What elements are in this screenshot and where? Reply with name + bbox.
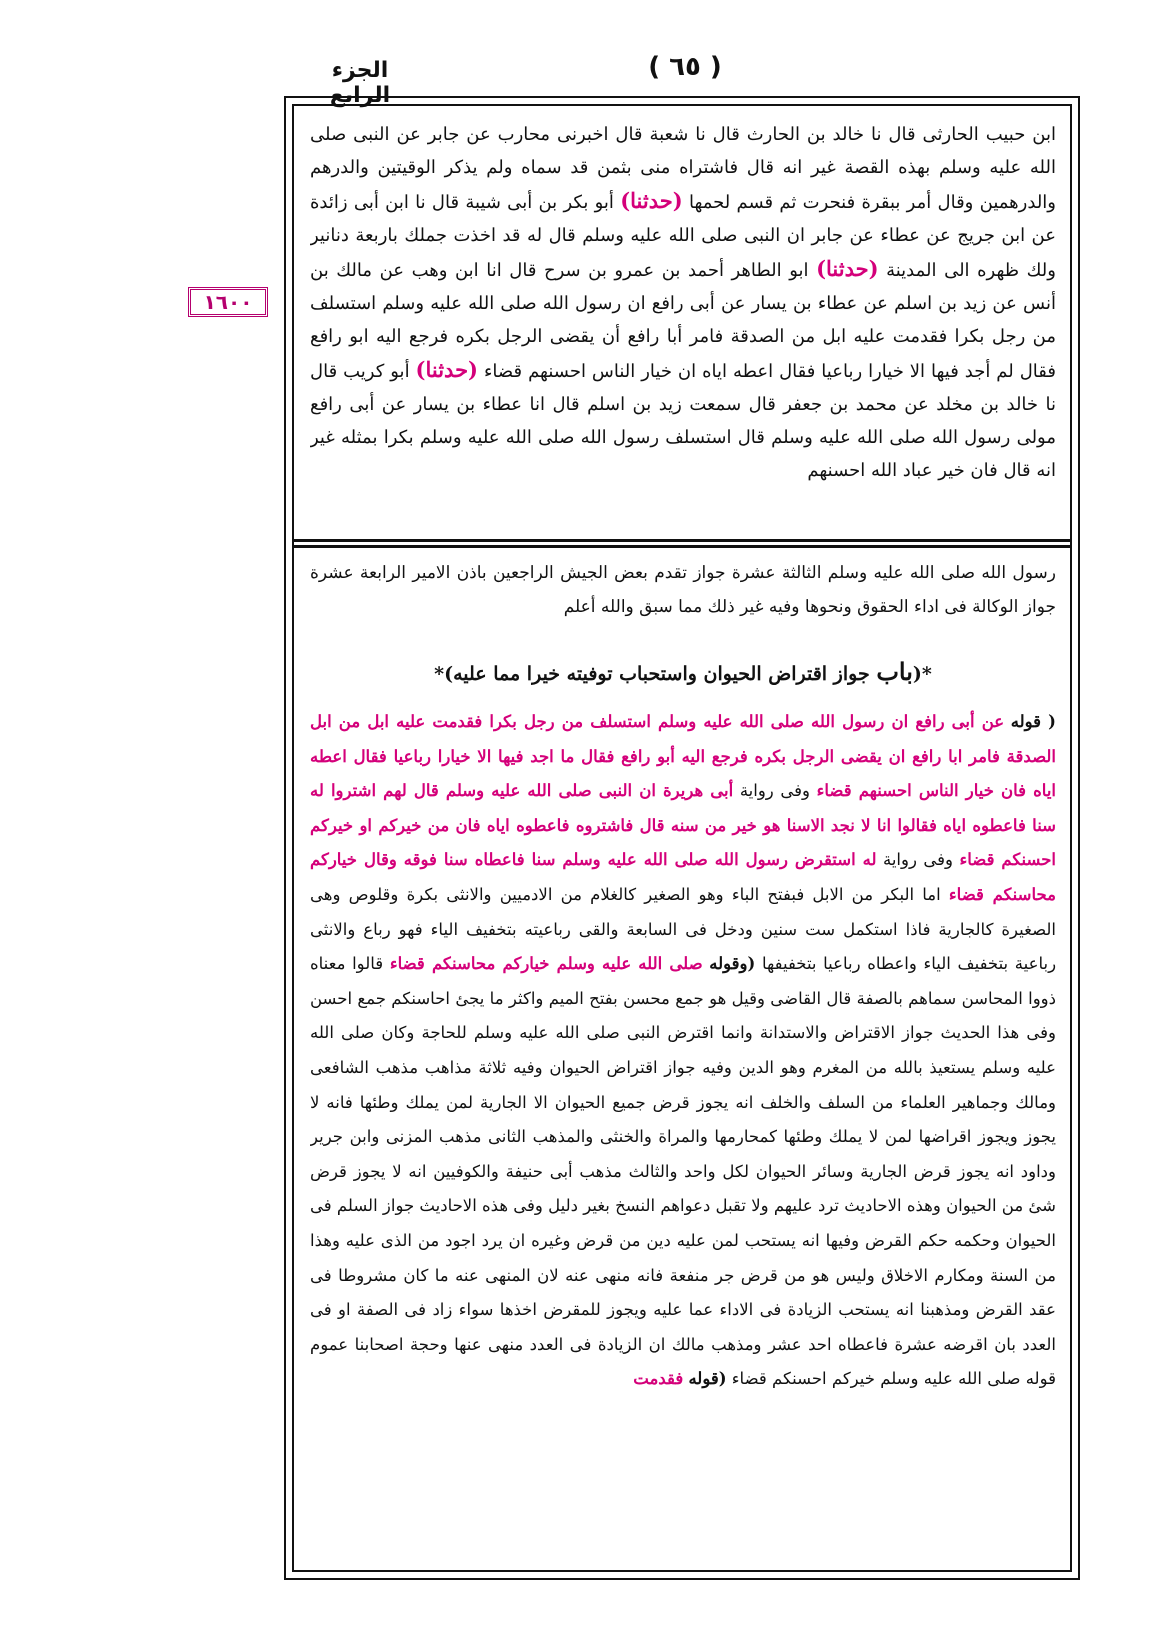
chapter-bab-word: باب [876, 657, 913, 686]
chapter-ornament-icon: * [434, 663, 445, 685]
part-title: الجزء الرابع [329, 58, 391, 108]
hadith-text-section [310, 118, 1056, 536]
commentary-plain: ( قوله [1010, 712, 1056, 731]
commentary-section [310, 705, 1056, 1565]
commentary-plain: (وقوله [709, 954, 756, 974]
matn-segment: ابو الطاهر أحمد بن عمرو بن سرح قال انا ابن وهب عن مالك بن أنس عن زيد بن اسلم عن عطاء بن يسار عن أبى رافع ان رسول الله صلى الله عليه وسلم استسلف من رجل بكرا فقدمت عليه ابل من الصدقة فامر أبا رافع أن يقضى الرجل بكره فرجع اليه ابو رافع فقال لم أجد فيها الا خيارا رباعيا فقال اعطه اياه ان خيار الناس احسنهم قضاء [310, 260, 1056, 382]
haddathana-marker: (حدثنا) [816, 256, 879, 281]
commentary-quote: له استقرض رسول الله صلى الله عليه وسلم سنا فاعطاه سنا فوقه وقال خياركم محاسنكم قضاء [310, 850, 1056, 904]
commentary-plain: وفى رواية [882, 850, 954, 870]
commentary-plain: (قوله [688, 1369, 727, 1389]
section-divider-top [292, 539, 1072, 542]
matn-segment: أبو بكر بن أبى شيبة قال نا ابن أبى زائدة عن ابن جريج عن عطاء عن جابر ان النبى صلى الله عليه وسلم قال له قد اخذت جملك باربعة دنانير ولك ظهره الى المدينة [310, 192, 1056, 281]
commentary-quote: فقدمت [633, 1369, 684, 1389]
commentary-quote: صلى الله عليه وسلم خياركم محاسنكم قضاء [389, 954, 703, 974]
chapter-ornament-icon: * [921, 663, 932, 685]
matn-segment: ابن حبيب الحارثى قال نا خالد بن الحارث قال نا شعبة قال اخبرنى محارب عن جابر عن النبى صلى الله عليه وسلم بهذه القصة غير انه قال فاشتراه منى بثمن قد سماه ولم يذكر الوقيتين والدرهم والدرهمين وقال أمر ببقرة فنحرت ثم قسم لحمها [310, 124, 1056, 213]
commentary-plain: اما البكر من الابل فبفتح الباء وهو الصغير كالغلام من الادميين والانثى بكرة وقلوص وهى الصغيرة كالجارية فاذا استكمل ست سنين ودخل فى السابعة والقى رباعيته بتخفيف الياء فهو رباع والانثى رباعية بتخفيف الياء واعطاه رباعيا بتخفيفها [310, 884, 1056, 974]
commentary-plain: قالوا معناه ذووا المحاسن سماهم بالصفة قال القاضى وقيل هو جمع محسن بفتح الميم واكثر ما يجئ احاسنكم جمع احسن وفى هذا الحديث جواز الاقتراض والاستدانة وانما اقترض النبى صلى الله عليه وسلم للحاجة وكان صلى الله عليه وسلم يستعيذ بالله من المغرم وهو الدين وفيه جواز اقتراض الحيوان وفيه ثلاثة مذاهب مذهب الشافعى ومالك وجماهير العلماء من السلف والخلف انه يجوز قرض جميع الحيوان الا الجارية لمن يملك وطئها فانه لا يجوز ويجوز اقراضها لمن لا يملك وطئها كمحارمها والمراة والخنثى والمذهب الثانى مذهب المزنى وابن جرير وداود انه يجوز قرض الجارية وسائر الحيوان لكل واحد والثالث مذهب أبى حنيفة والكوفيين انه لا يجوز قرض شئ من الحيوان وهذه الاحاديث ترد عليهم ولا تقبل دعواهم النسخ بغير دليل وفى هذه الاحاديث جواز السلم فى الحيوان وحكمه حكم القرض وفيها انه يستحب لمن عليه دين من قرض وغيره ان يرد اجود من الذى عليه وهذا من السنة ومكارم الاخلاق وليس هو من قرض جر منفعة فانه منهى عنه لان المنهى عنه ما كان مشروطا فى عقد القرض ومذهبنا انه يستحب الزيادة فى الاداء عما عليه ويجوز للمقرض اخذها سواء زاد فى الصفة او فى العدد بان اقرضه عشرة فاعطاه احد عشر ومذهب مالك ان الزيادة فى العدد منهى عنها وحجة اصحابنا عموم قوله صلى الله عليه وسلم خيركم احسنكم قضاء [310, 954, 1056, 1389]
section-divider-bottom [292, 545, 1072, 548]
haddathana-marker: (حدثنا) [415, 357, 478, 382]
chapter-title: جواز اقتراض الحيوان واستحباب توفيته خيرا مما عليه [453, 663, 870, 685]
commentary-quote: أبى هريرة ان النبى صلى الله عليه وسلم قال لهم اشتروا له سنا فاعطوه اياه فقالوا انا لا نجد الاسنا هو خير من سنه قال فاشتروه فاعطوه اياه فان من خيركم او خيركم احسنكم قضاء [310, 781, 1056, 870]
commentary-quote: عن أبى رافع ان رسول الله صلى الله عليه وسلم استسلف من رجل بكرا فقدمت عليه ابل من ابل الصدقة فامر ابا رافع ان يقضى الرجل بكره فرجع اليه أبو رافع فقال ما اجد فيها الا خيارا رباعيا فقال اعطه اياه فان خيار الناس احسنهم قضاء [310, 712, 1056, 801]
matn-segment: أبو كريب قال نا خالد بن مخلد عن محمد بن جعفر قال سمعت زيد بن اسلم قال انا عطاء بن يسار عن أبى رافع مولى رسول الله صلى الله عليه وسلم قال استسلف رسول الله صلى الله عليه وسلم بكرا بمثله غير انه قال فان خير عباد الله احسنهم [310, 361, 1056, 481]
commentary-intro: رسول الله صلى الله عليه وسلم الثالثة عشرة جواز تقدم بعض الجيش الراجعين باذن الامير الرابعة عشرة جواز الوكالة فى اداء الحقوق ونحوها وفيه غير ذلك مما سبق والله أعلم [310, 563, 1056, 617]
hadith-number-badge: ١٦٠٠ [188, 287, 268, 317]
page-number: ( ٦٥ ) [648, 52, 722, 82]
haddathana-marker: (حدثنا) [620, 188, 683, 213]
chapter-heading: *(باب جواز اقتراض الحيوان واستحباب توفيته خيرا مما عليه)* [434, 657, 932, 686]
commentary-plain: وفى رواية [739, 781, 810, 801]
